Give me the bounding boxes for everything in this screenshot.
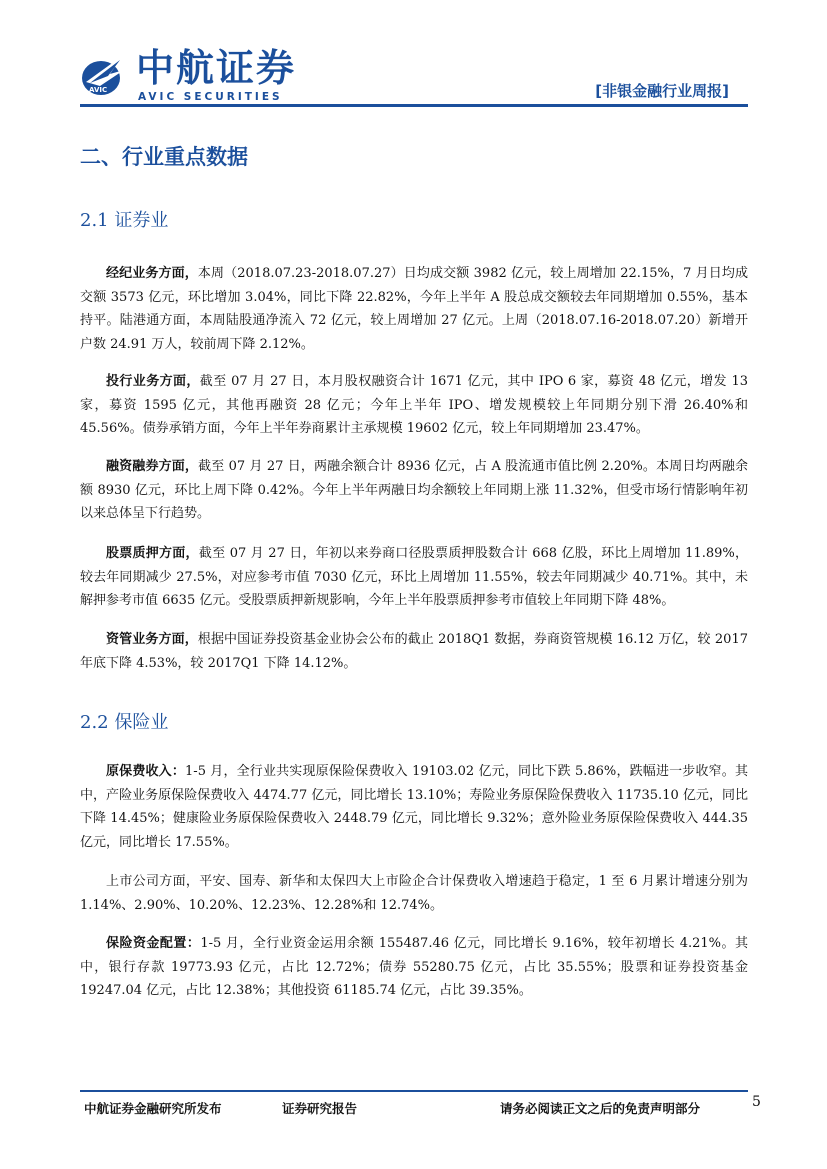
paragraph-lead: 融资融券方面， <box>106 459 199 474</box>
footer-divider <box>80 1090 748 1092</box>
paragraph-lead: 经纪业务方面， <box>106 266 198 281</box>
page-header <box>0 0 827 112</box>
paragraph-text: 截至 07 月 27 日，年初以来券商口径股票质押股数合计 668 亿股，环比上周增加 11.89%，较去年同期减少 27.5%，对应参考市值 7030 亿元，环比上周增加 11.55%，较去年同期减少 40.71%。其中，未解押参考市值 6635 亿元。受股票质押新规影响，今年上半年股票质押参考市值较上年同期下降 48%。 <box>80 546 748 608</box>
paragraph-text: 1-5 月，全行业资金运用余额 155487.46 亿元，同比增长 9.16%，较年初增长 4.21%。其中，银行存款 19773.93 亿元，占比 12.72%；债券 55280.75 亿元，占比 35.55%；股票和证券投资基金 19247.04 亿元，占比 12.38%；其他投资 61185.74 亿元，占比 39.35%。 <box>80 936 748 998</box>
paragraph-listed-companies <box>80 870 748 917</box>
subsection-title-insurance: 2.2 保险业 <box>80 712 169 733</box>
section-title: 二、行业重点数据 <box>80 145 248 169</box>
report-type-tag: [非银金融行业周报] <box>595 82 729 100</box>
page-number: 5 <box>752 1094 761 1110</box>
paragraph-lead: 原保费收入： <box>106 764 186 779</box>
paragraph-lead: 投行业务方面， <box>106 374 200 389</box>
subsection-title-securities: 2.1 证券业 <box>80 210 169 231</box>
brand-name-en: AVIC SECURITIES <box>138 91 283 103</box>
paragraph-lead: 股票质押方面， <box>106 546 199 561</box>
paragraph-text: 本周（2018.07.23-2018.07.27）日均成交额 3982 亿元，较上周增加 22.15%，7 月日均成交额 3573 亿元，环比增加 3.04%，同比下降 22.82%，今年上半年 A 股总成交额较去年同期增加 0.55%，基本持平。陆港通方面，本周陆股通净流入 72 亿元，较上周增加 27 亿元。上周（2018.07.16-2018.07.20）新增开户数 24.91 万人，较前周下降 2.12%。 <box>80 266 748 352</box>
paragraph-text: 上市公司方面，平安、国寿、新华和太保四大上市险企合计保费收入增速趋于稳定，1 至 6 月累计增速分别为 1.14%、2.90%、10.20%、12.23%、12.28%和 12.74%。 <box>80 874 748 913</box>
paragraph-text: 截至 07 月 27 日，本月股权融资合计 1671 亿元，其中 IPO 6 家，募资 48 亿元，增发 13 家，募资 1595 亿元，其他再融资 28 亿元；今年上半年 IPO、增发规模较上年同期分别下滑 26.40%和 45.56%。债券承销方面，今年上半年券商累计主承规模 19602 亿元，较上年同期增加 23.47%。 <box>80 374 748 436</box>
paragraph-brokerage <box>80 262 748 356</box>
paragraph-premium-income <box>80 760 748 854</box>
avic-logo-icon <box>80 52 126 98</box>
footer-disclaimer: 请务必阅读正文之后的免责声明部分 <box>500 1101 701 1116</box>
footer-publisher: 中航证券金融研究所发布 <box>84 1101 222 1116</box>
svg-text:AVIC: AVIC <box>89 86 108 94</box>
paragraph-investment-banking <box>80 370 748 441</box>
paragraph-lead: 保险资金配置： <box>106 936 201 951</box>
paragraph-lead: 资管业务方面， <box>106 632 198 647</box>
paragraph-text: 截至 07 月 27 日，两融余额合计 8936 亿元，占 A 股流通市值比例 2.20%。本周日均两融余额 8930 亿元，环比上周下降 0.42%。今年上半年两融日均余额较上年同期上涨 11.32%，但受市场行情影响年初以来总体呈下行趋势。 <box>80 459 748 521</box>
brand-name-cn: 中航证券 <box>136 46 297 90</box>
paragraph-margin-trading <box>80 455 748 526</box>
paragraph-text: 1-5 月，全行业共实现原保险保费收入 19103.02 亿元，同比下跌 5.86%，跌幅进一步收窄。其中，产险业务原保险保费收入 4474.77 亿元，同比增长 13.10%；寿险业务原保险保费收入 11735.10 亿元，同比下降 14.45%；健康险业务原保险保费收入 2448.79 亿元，同比增长 9.32%；意外险业务原保险保费收入 444.35 亿元，同比增长 17.55%。 <box>80 764 748 850</box>
paragraph-stock-pledge <box>80 542 748 613</box>
paragraph-fund-allocation <box>80 932 748 1003</box>
footer-report-type: 证券研究报告 <box>282 1101 358 1116</box>
header-divider <box>80 104 748 107</box>
paragraph-asset-management <box>80 628 748 675</box>
paragraph-text: 根据中国证券投资基金业协会公布的截止 2018Q1 数据，券商资管规模 16.12 万亿，较 2017 年底下降 4.53%，较 2017Q1 下降 14.12%。 <box>80 632 748 671</box>
